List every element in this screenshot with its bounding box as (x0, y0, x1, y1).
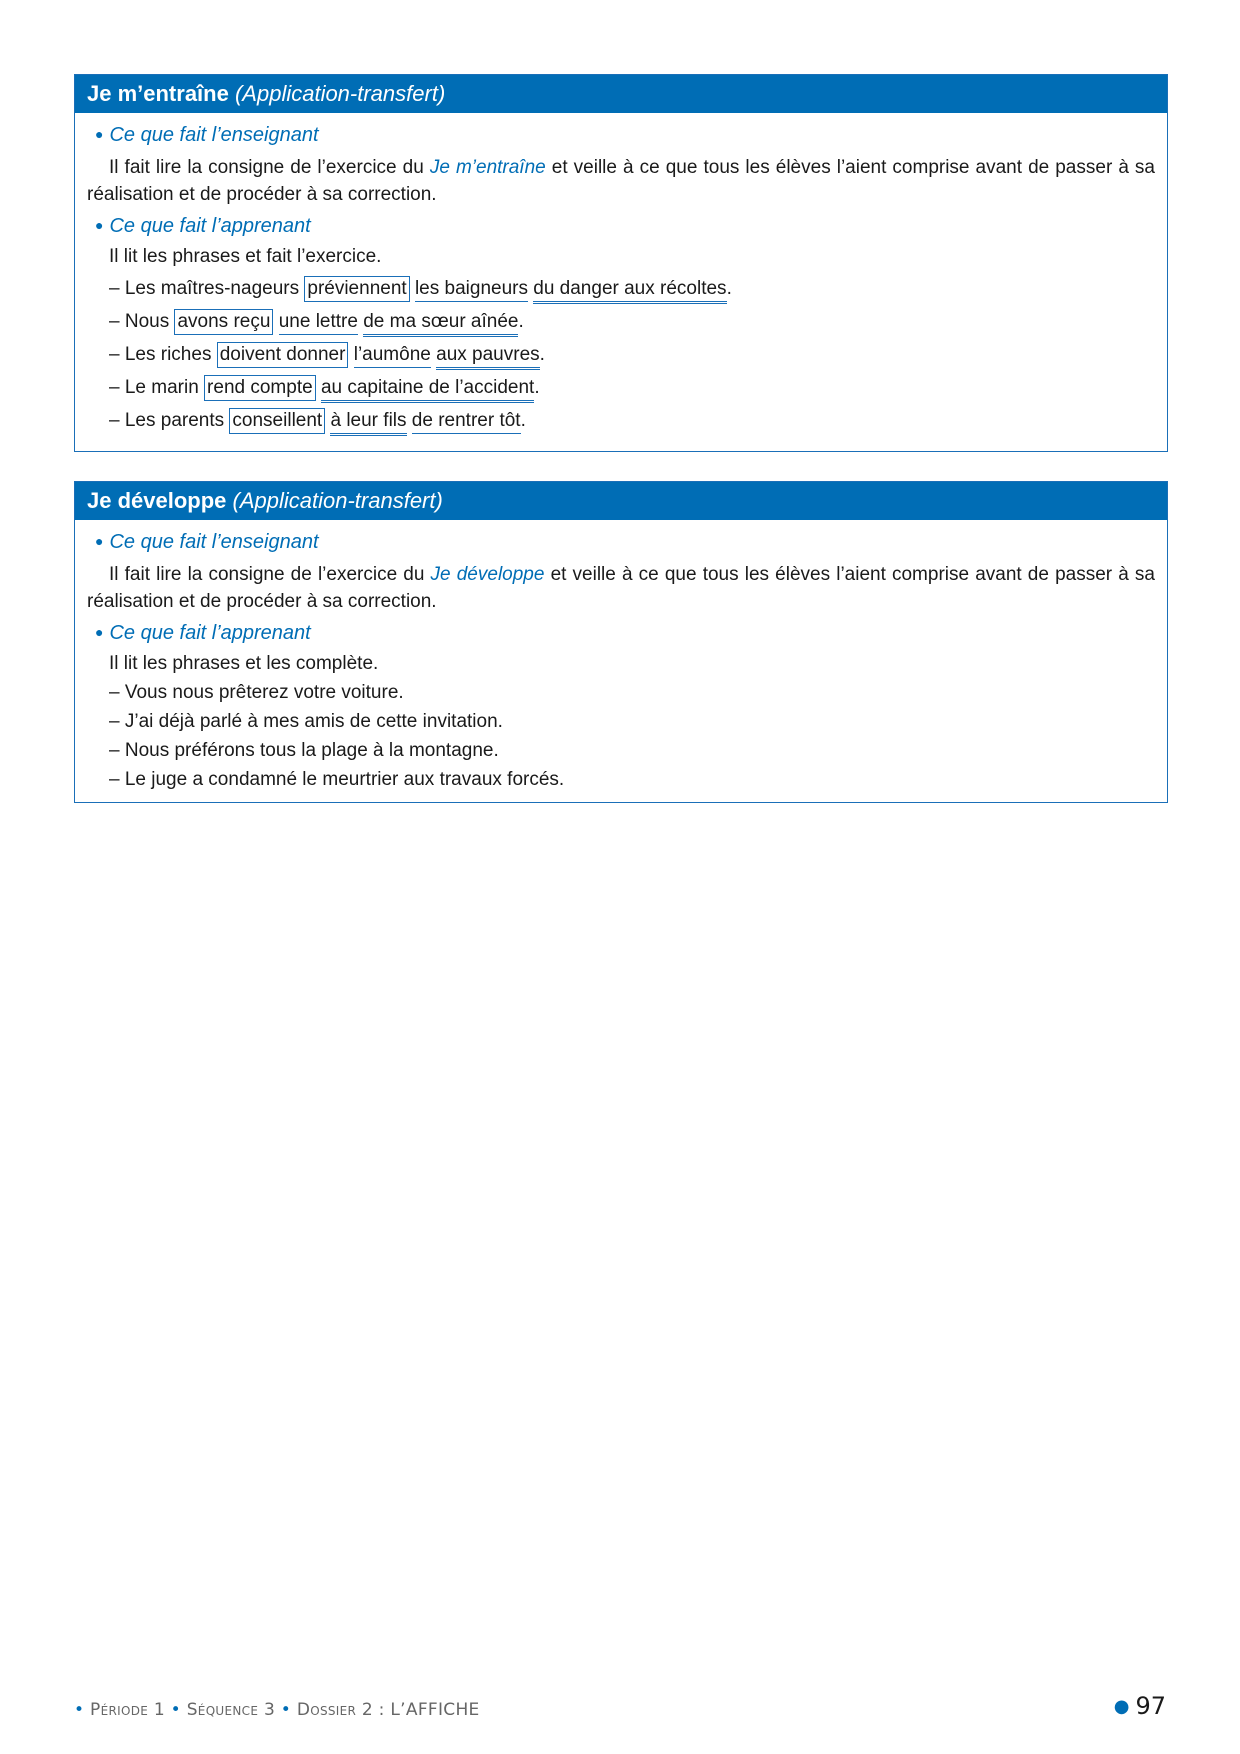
section-heading-apprenant (87, 619, 1155, 648)
section-heading-apprenant (87, 212, 1155, 241)
footer-periode: Période 1 (90, 1700, 165, 1720)
box-header (75, 482, 1167, 520)
section-heading-enseignant (87, 121, 1155, 150)
heading-text: Ce que fait l’apprenant (109, 215, 311, 237)
box-je-mentraine (74, 74, 1168, 452)
exercise-sentence (87, 404, 1155, 437)
coi-double-underlined: du danger aux récoltes (533, 277, 726, 304)
sentence-end: . (518, 311, 524, 332)
text: et veille à ce que tous les élèves l’aient comprise avant de passer à sa réalisation et de procéder à sa correction. (87, 157, 1155, 205)
box-title: Je développe (87, 488, 227, 513)
answer-line: – J’ai déjà parlé à mes amis de cette invitation. (109, 711, 503, 732)
verb-boxed: préviennent (304, 276, 409, 302)
exercise-sentence (87, 272, 1155, 305)
sentence-prefix: – Les parents (109, 410, 230, 431)
answer-line: – Le juge a condamné le meurtrier aux travaux forcés. (109, 769, 565, 790)
coi-double-underlined: à leur fils (330, 409, 406, 436)
page-number-text: 97 (1135, 1692, 1166, 1720)
bullet-icon: • (170, 1700, 181, 1720)
paragraph-enseignant (87, 154, 1155, 208)
verb-boxed: conseillent (229, 408, 325, 434)
footer-dossier: Dossier 2 : L’AFFICHE (296, 1700, 480, 1720)
sentence-prefix: – Nous (109, 311, 175, 332)
bullet-icon: • (74, 1700, 85, 1720)
footer-breadcrumb (74, 1700, 480, 1720)
apprenant-intro: Il lit les phrases et fait l’exercice. (109, 246, 382, 267)
exercise-reference: Je m’entraîne (429, 157, 546, 178)
bullet-icon: ● (95, 217, 104, 233)
box-body (75, 520, 1167, 807)
exercise-sentence (87, 305, 1155, 338)
box-subtitle: (Application-transfert) (234, 81, 446, 106)
exercise-sentence (87, 338, 1155, 371)
verb-boxed: rend compte (204, 375, 316, 401)
heading-text: Ce que fait l’enseignant (109, 124, 319, 146)
answer-line: – Nous préférons tous la plage à la montagne. (109, 740, 499, 761)
footer-sequence: Séquence 3 (186, 1700, 276, 1720)
cod-underlined: une lettre (279, 310, 358, 335)
coi-double-underlined: au capitaine de l’accident (321, 376, 534, 403)
verb-boxed: doivent donner (217, 342, 349, 368)
box-title: Je m’entraîne (87, 81, 229, 106)
bullet-icon: ● (95, 533, 104, 549)
box-subtitle: (Application-transfert) (232, 488, 443, 513)
sentence-end: . (534, 377, 540, 398)
text: et veille à ce que tous les élèves l’aient comprise avant de passer à sa réalisation et de procéder à sa correction. (87, 564, 1155, 612)
sentence-prefix: – Le marin (109, 377, 205, 398)
verb-boxed: avons reçu (174, 309, 273, 335)
paragraph-enseignant (87, 561, 1155, 615)
sentence-end: . (539, 344, 545, 365)
exercise-reference: Je développe (430, 564, 545, 585)
coi-double-underlined: aux pauvres (436, 343, 540, 370)
heading-text: Ce que fait l’apprenant (109, 622, 311, 644)
bullet-icon: ● (95, 126, 104, 142)
cod-underlined: de rentrer tôt (412, 409, 521, 434)
cod-underlined: l’aumône (354, 343, 431, 368)
sentence-end: . (726, 278, 732, 299)
bullet-icon: ● (95, 624, 104, 640)
section-heading-enseignant (87, 528, 1155, 557)
exercise-sentence (87, 371, 1155, 404)
sentence-end: . (520, 410, 526, 431)
sentence-prefix: – Les riches (109, 344, 217, 365)
box-body (75, 113, 1167, 449)
answer-line: – Vous nous prêterez votre voiture. (109, 682, 404, 703)
box-header (75, 75, 1167, 113)
text: Il fait lire la consigne de l’exercice du (109, 564, 431, 585)
text: Il fait lire la consigne de l’exercice du (109, 157, 430, 178)
sentence-prefix: – Les maîtres-nageurs (109, 278, 305, 299)
cod-underlined: les baigneurs (415, 277, 528, 302)
heading-text: Ce que fait l’enseignant (109, 531, 319, 553)
box-je-developpe (74, 481, 1168, 803)
apprenant-intro: Il lit les phrases et les complète. (109, 653, 379, 674)
page-number (1114, 1692, 1166, 1720)
bullet-icon: ● (1113, 1696, 1130, 1717)
bullet-icon: • (280, 1700, 292, 1720)
coi-double-underlined: de ma sœur aînée (363, 310, 518, 337)
